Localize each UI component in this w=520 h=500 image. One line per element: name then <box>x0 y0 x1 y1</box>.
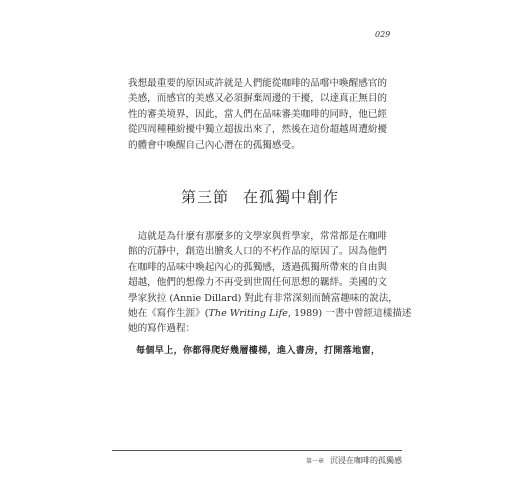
footer-rule <box>112 450 402 451</box>
body-paragraph-1 <box>128 76 390 153</box>
section-number: 第三節 <box>180 188 229 206</box>
text-line <box>128 306 412 321</box>
footer-chapter: 第一章 <box>305 458 324 465</box>
text-line: 超越，他們的想像力不再受到世間任何思想的羈絆。美國的文 <box>128 277 388 289</box>
text-line: 學家狄拉 (Annie Dillard) 對此有非常深刻而饒富趣味的說法， <box>128 292 398 304</box>
text-line: 性的審美境界，因此，當人們在品味審美咖啡的同時，他已經 <box>128 108 388 120</box>
section-heading <box>0 186 520 207</box>
text-fragment: 她在《寫作生涯》( <box>128 308 209 320</box>
text-line: 我想最重要的原因或許就是人們能從咖啡的品嚐中喚醒感官的 <box>128 78 388 89</box>
text-fragment: , 1989) 一書中曾經這樣描述 <box>287 308 412 320</box>
text-line: 她的寫作過程： <box>128 323 196 335</box>
text-line: 從四周種種紛擾中獨立超拔出來了，然後在這份超越周遭紛擾 <box>128 124 388 136</box>
text-line: 的體會中喚醒自己內心潛在的孤獨感受。 <box>128 139 301 151</box>
text-line: 在咖啡的品味中喚起內心的孤獨感，透過孤獨所帶來的自由與 <box>128 261 388 273</box>
block-quote: 每個早上，你都得爬好幾層樓梯，進入書房，打開落地窗， <box>136 346 381 356</box>
text-line: 館的沉靜中，創造出膾炙人口的不朽作品的原因了。因為他們 <box>128 246 388 258</box>
text-line: 美感，而感官的美感又必須摒棄周邊的干擾，以達真正無目的 <box>128 93 388 105</box>
running-footer <box>306 455 402 466</box>
section-title: 在孤獨中創作 <box>243 188 340 206</box>
text-line: 這就是為什麼有那麼多的文學家與哲學家，常常都是在咖啡 <box>128 231 388 242</box>
book-title-italic: The Writing Life <box>208 308 288 320</box>
body-paragraph-2 <box>128 229 412 337</box>
page-number: 029 <box>375 30 391 39</box>
footer-title: 沉浸在咖啡的孤獨感 <box>330 456 402 465</box>
